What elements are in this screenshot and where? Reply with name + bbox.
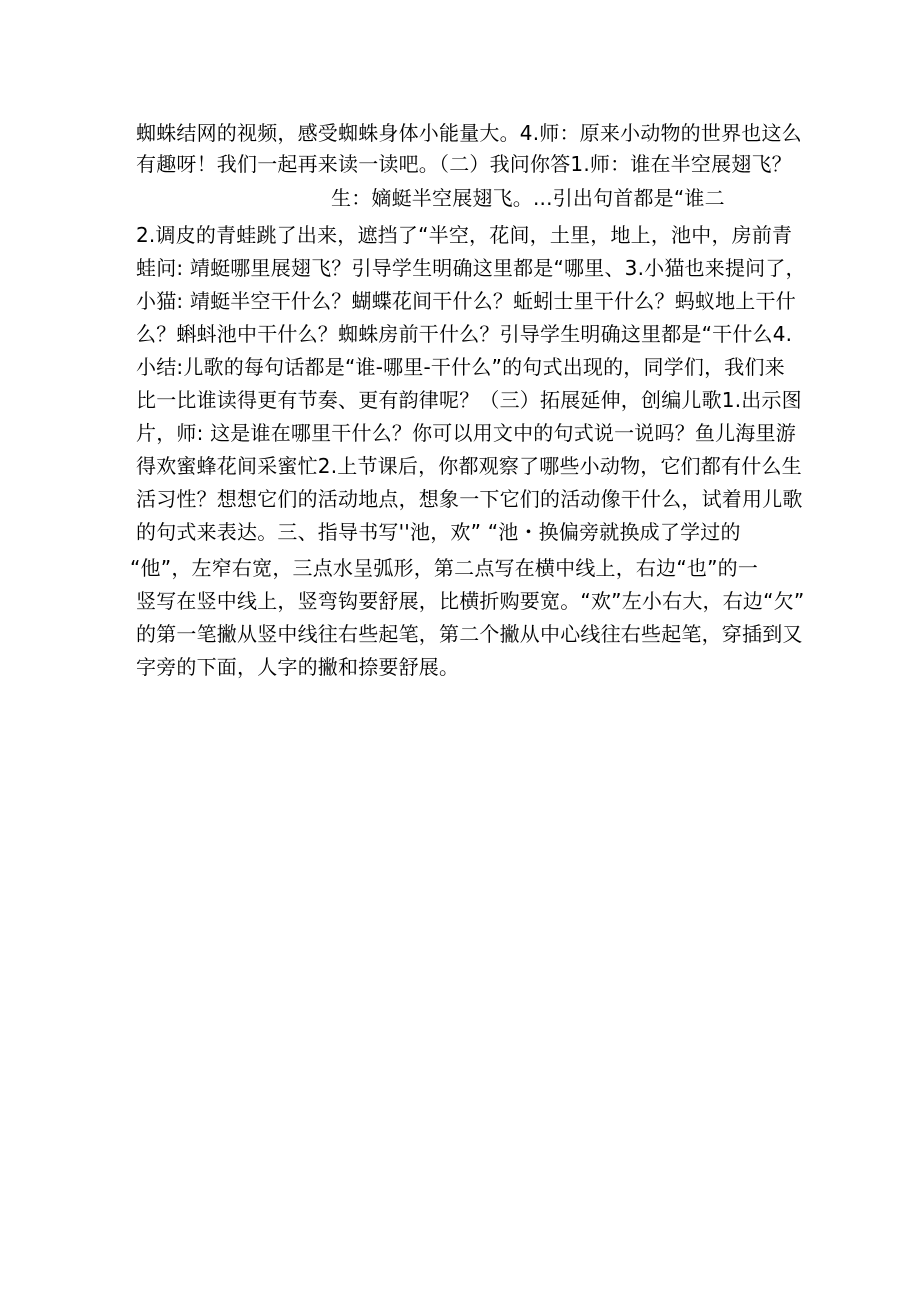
text-line-12: 活习性？想想它们的活动地点，想象一下它们的活动像干什么，试着用儿歌 <box>136 487 803 511</box>
text-line-6: 小猫: 靖蜓半空干什么？蝴蝶花间干什么？蚯蚓士里干什么？蚂蚁地上干什 <box>136 289 796 313</box>
text-line-9: 比一比谁读得更有节奏、更有韵律呢？（三）拓展延伸，创编儿歌1.出示图 <box>136 388 802 412</box>
text-line-5: 蛙问: 靖蜓哪里展翅飞？引导学生明确这里都是“哪里、3.小猫也来提问了， <box>136 256 806 280</box>
text-line-11: 得欢蜜蜂花间采蜜忙2.上节课后，你都观察了哪些小动物，它们都有什么生 <box>136 454 802 478</box>
text-line-16: 的第一笔撇从竖中线往右些起笔，第二个撇从中心线往右些起笔，穿插到又 <box>136 622 803 646</box>
text-line-8: 小结:儿歌的每句话都是“谁-哪里-干什么”的句式出现的，同学们，我们来 <box>136 355 785 379</box>
text-line-15: 竖写在竖中线上，竖弯钩要舒展，比横折购要宽。“欢”左小右大，右边“欠” <box>136 589 805 613</box>
text-line-2: 有趣呀！我们一起再来读一读吧。（二）我问你答1.师：谁在半空展翅飞？ <box>136 152 792 176</box>
text-line-4: 2.调皮的青蛙跳了出来，遮挡了“半空，花间，土里，地上，池中，房前青 <box>136 223 793 247</box>
text-line-3: 生：嫡蜓半空展翅飞。...引出句首都是“谁二 <box>331 186 725 210</box>
text-line-10: 片，师: 这是谁在哪里干什么？你可以用文中的句式说一说吗？鱼儿海里游 <box>136 421 796 445</box>
text-line-17: 字旁的下面，人字的撇和捺要舒展。 <box>136 655 460 679</box>
text-line-14: “他”，左窄右宽，三点水呈弧形，第二点写在横中线上，右边“也”的一 <box>130 556 759 580</box>
text-line-7: 么？蝌蚪池中干什么？蜘蛛房前干什么？引导学生明确这里都是“干什么4. <box>136 322 793 346</box>
text-line-13: 的句式来表达。三、指导书写''池，欢” “池・换偏旁就换成了学过的 <box>136 520 741 544</box>
text-line-1: 蜘蛛结网的视频，感受蜘蛛身体小能量大。4.师：原来小动物的世界也这么 <box>136 121 802 145</box>
